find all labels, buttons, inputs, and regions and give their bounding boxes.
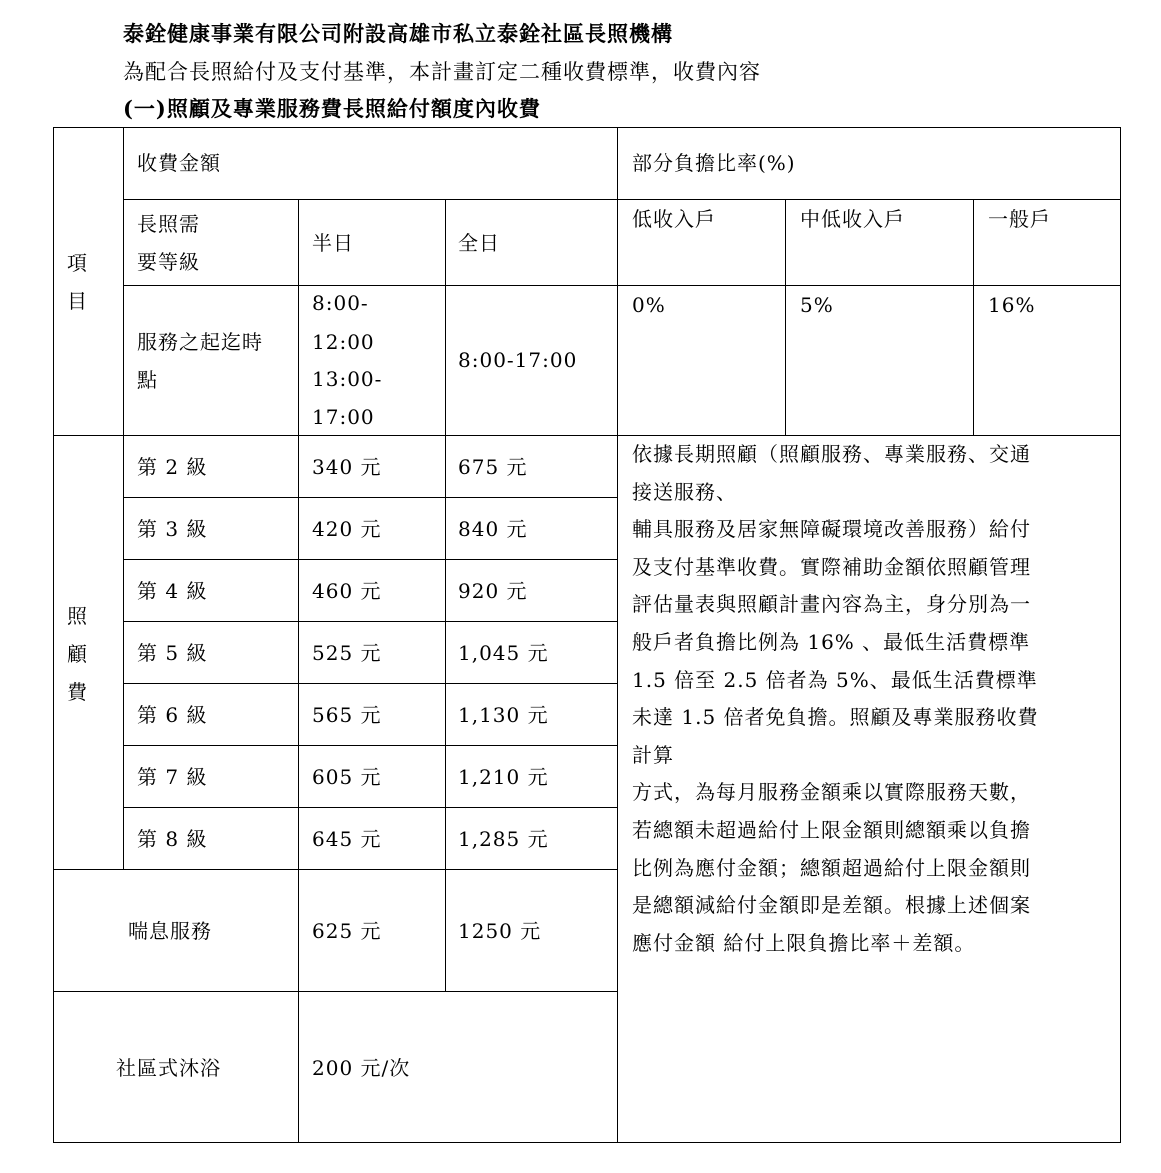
table-rule <box>123 807 617 808</box>
table-rule <box>53 991 617 992</box>
table-rule <box>123 621 617 622</box>
level-header-line2: 要等級 <box>137 250 200 274</box>
level-header-line1: 長照需 <box>137 212 200 236</box>
table-rule <box>123 199 1121 200</box>
mid-low-income-header: 中低收入戶 <box>800 207 905 231</box>
half-day-time-line3: 13:00- <box>312 367 383 391</box>
level-cell: 第 7 級 <box>137 765 208 789</box>
table-rule <box>123 559 617 560</box>
care-fee-char: 顧 <box>67 642 87 666</box>
note-line: 應付金額 給付上限負擔比率＋差額。 <box>632 930 976 955</box>
table-border-right <box>1120 127 1121 1143</box>
respite-service-label: 喘息服務 <box>128 919 212 943</box>
bathing-price: 200 元/次 <box>312 1056 411 1080</box>
table-rule <box>298 199 299 1143</box>
note-line: 接送服務、 <box>632 479 737 504</box>
note-line: 般戶者負擔比例為 16% 、最低生活費標準 <box>632 629 1031 654</box>
level-cell: 第 4 級 <box>137 579 208 603</box>
level-cell: 第 5 級 <box>137 641 208 665</box>
mid-low-income-ratio: 5% <box>800 293 834 317</box>
table-rule <box>617 127 618 1143</box>
note-line: 方式，為每月服務金額乘以實際服務天數， <box>632 780 1031 805</box>
note-line: 比例為應付金額；總額超過給付上限金額則 <box>632 855 1031 880</box>
note-line: 1.5 倍至 2.5 倍者為 5%、最低生活費標準 <box>632 667 1038 692</box>
full-day-fee-cell: 1,130 元 <box>458 703 549 727</box>
table-rule <box>123 127 124 870</box>
half-day-fee-cell: 525 元 <box>312 641 382 665</box>
bathing-service-label: 社區式沐浴 <box>116 1056 221 1080</box>
half-day-time-line4: 17:00 <box>312 405 375 429</box>
item-column-label <box>62 244 92 320</box>
table-rule <box>445 199 446 992</box>
document-title: 泰銓健康事業有限公司附設高雄市私立泰銓社區長照機構 <box>123 21 673 46</box>
general-header: 一般戶 <box>988 207 1051 231</box>
half-day-header: 半日 <box>312 231 354 255</box>
full-day-fee-cell: 1,285 元 <box>458 827 549 851</box>
half-day-time-line1: 8:00- <box>312 291 369 315</box>
table-rule <box>123 745 617 746</box>
full-day-fee-cell: 1,045 元 <box>458 641 549 665</box>
note-line: 及支付基準收費。實際補助金額依照顧管理 <box>632 554 1031 579</box>
item-label-char: 項 <box>67 251 87 275</box>
respite-half-day-fee: 625 元 <box>312 919 382 943</box>
full-day-fee-cell: 840 元 <box>458 517 528 541</box>
section-heading: (一)照顧及專業服務費長照給付額度內收費 <box>123 96 541 121</box>
general-ratio: 16% <box>988 293 1036 317</box>
table-rule <box>123 497 617 498</box>
half-day-fee-cell: 565 元 <box>312 703 382 727</box>
care-fee-char: 費 <box>67 680 87 704</box>
table-border-left <box>53 127 54 1143</box>
full-day-fee-cell: 1,210 元 <box>458 765 549 789</box>
full-day-header: 全日 <box>458 231 500 255</box>
note-line: 計算 <box>632 742 674 767</box>
full-day-fee-cell: 920 元 <box>458 579 528 603</box>
table-rule <box>785 199 786 436</box>
level-cell: 第 2 級 <box>137 455 208 479</box>
item-label-char: 目 <box>67 289 87 313</box>
document-subtitle: 為配合長照給付及支付基準，本計畫訂定二種收費標準，收費內容 <box>123 60 761 84</box>
table-rule <box>53 869 617 870</box>
note-line: 是總額減給付金額即是差額。根據上述個案 <box>632 893 1031 918</box>
half-day-fee-cell: 340 元 <box>312 455 382 479</box>
service-time-label-line2: 點 <box>137 368 158 392</box>
note-line: 未達 1.5 倍者免負擔。照顧及專業服務收費 <box>632 705 1039 730</box>
low-income-ratio: 0% <box>632 293 666 317</box>
table-border-bottom <box>53 1142 1121 1143</box>
service-time-label-line1: 服務之起迄時 <box>137 330 263 354</box>
half-day-fee-cell: 420 元 <box>312 517 382 541</box>
level-cell: 第 8 級 <box>137 827 208 851</box>
full-day-fee-cell: 675 元 <box>458 455 528 479</box>
note-line: 評估量表與照顧計畫內容為主，身分別為一 <box>632 592 1031 617</box>
level-cell: 第 6 級 <box>137 703 208 727</box>
half-day-fee-cell: 460 元 <box>312 579 382 603</box>
table-border-top <box>53 127 1121 128</box>
table-rule <box>973 199 974 436</box>
level-cell: 第 3 級 <box>137 517 208 541</box>
care-fee-char: 照 <box>67 604 87 628</box>
note-line: 輔具服務及居家無障礙環境改善服務）給付 <box>632 517 1031 542</box>
table-rule <box>123 285 1121 286</box>
note-line: 依據長期照顧（照顧服務、專業服務、交通 <box>632 442 1031 466</box>
respite-full-day-fee: 1250 元 <box>458 919 542 943</box>
fee-calculation-note <box>632 436 1112 962</box>
copay-ratio-header: 部分負擔比率(%) <box>632 151 796 175</box>
fee-amount-header: 收費金額 <box>137 151 221 175</box>
half-day-fee-cell: 605 元 <box>312 765 382 789</box>
half-day-time-line2: 12:00 <box>312 330 375 354</box>
low-income-header: 低收入戶 <box>632 207 716 231</box>
table-rule <box>123 683 617 684</box>
full-day-time: 8:00-17:00 <box>458 348 578 372</box>
half-day-fee-cell: 645 元 <box>312 827 382 851</box>
care-fee-label <box>62 597 92 711</box>
note-line: 若總額未超過給付上限金額則總額乘以負擔 <box>632 817 1031 842</box>
